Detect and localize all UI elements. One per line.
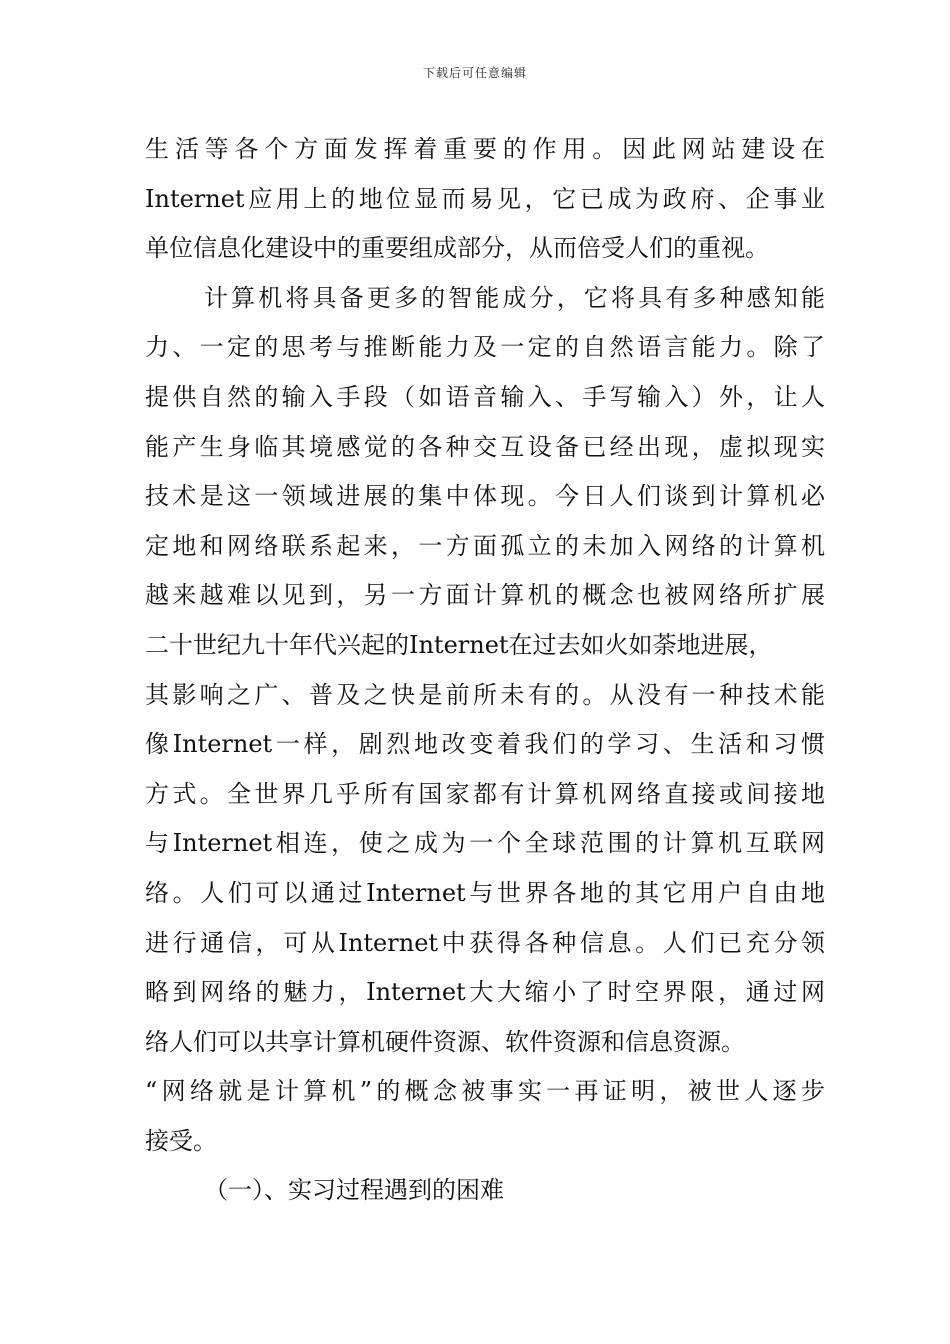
paragraph-line: 络人们可以共享计算机硬件资源、软件资源和信息资源。 xyxy=(145,1027,745,1056)
paragraph-line: 络。人们可以通过Internet与世界各地的其它用户自由地 xyxy=(145,878,825,907)
paragraph-line: 越来越难以见到，另一方面计算机的概念也被网络所扩展 xyxy=(145,581,825,610)
paragraph-line: 单位信息化建设中的重要组成部分，从而倍受人们的重视。 xyxy=(145,234,769,263)
paragraph-line: 生活等各个方面发挥着重要的作用。因此网站建设在 xyxy=(145,135,825,163)
paragraph-line: 进行通信，可从Internet中获得各种信息。人们已充分领 xyxy=(145,928,825,957)
paragraph-first-line: 计算机将具备更多的智能成分，它将具有多种感知能 xyxy=(204,283,825,312)
paragraph-line: 其影响之广、普及之快是前所未有的。从没有一种技术能 xyxy=(145,680,825,709)
paragraph-line: 能产生身临其境感觉的各种交互设备已经出现，虚拟现实 xyxy=(145,432,825,461)
page-header: 下载后可任意编辑 xyxy=(422,66,527,80)
paragraph-line: 提供自然的输入手段（如语音输入、手写输入）外，让人 xyxy=(145,382,825,411)
document-body xyxy=(145,125,825,1216)
paragraph-line: 力、一定的思考与推断能力及一定的自然语言能力。除了 xyxy=(145,333,825,362)
paragraph-line: 与Internet相连，使之成为一个全球范围的计算机互联网 xyxy=(145,829,825,858)
paragraph-line: Internet应用上的地位显而易见，它已成为政府、企事业 xyxy=(145,184,825,213)
section-heading: （一）、实习过程遇到的困难 xyxy=(204,1176,504,1205)
paragraph-line: 略到网络的魅力，Internet大大缩小了时空界限，通过网 xyxy=(145,978,825,1007)
paragraph-line: 方式。全世界几乎所有国家都有计算机网络直接或间接地 xyxy=(145,779,825,808)
paragraph-line: 定地和网络联系起来，一方面孤立的未加入网络的计算机 xyxy=(145,531,825,560)
paragraph-line: 像Internet一样，剧烈地改变着我们的学习、生活和习惯 xyxy=(145,730,825,759)
paragraph-last-line: 接受。 xyxy=(145,1126,217,1155)
paragraph-line: “网络就是计算机”的概念被事实一再证明，被世人逐步 xyxy=(145,1077,825,1106)
paragraph-line: 技术是这一领域进展的集中体现。今日人们谈到计算机必 xyxy=(145,482,825,511)
paragraph-line: 二十世纪九十年代兴起的Internet在过去如火如荼地进展， xyxy=(145,630,773,659)
